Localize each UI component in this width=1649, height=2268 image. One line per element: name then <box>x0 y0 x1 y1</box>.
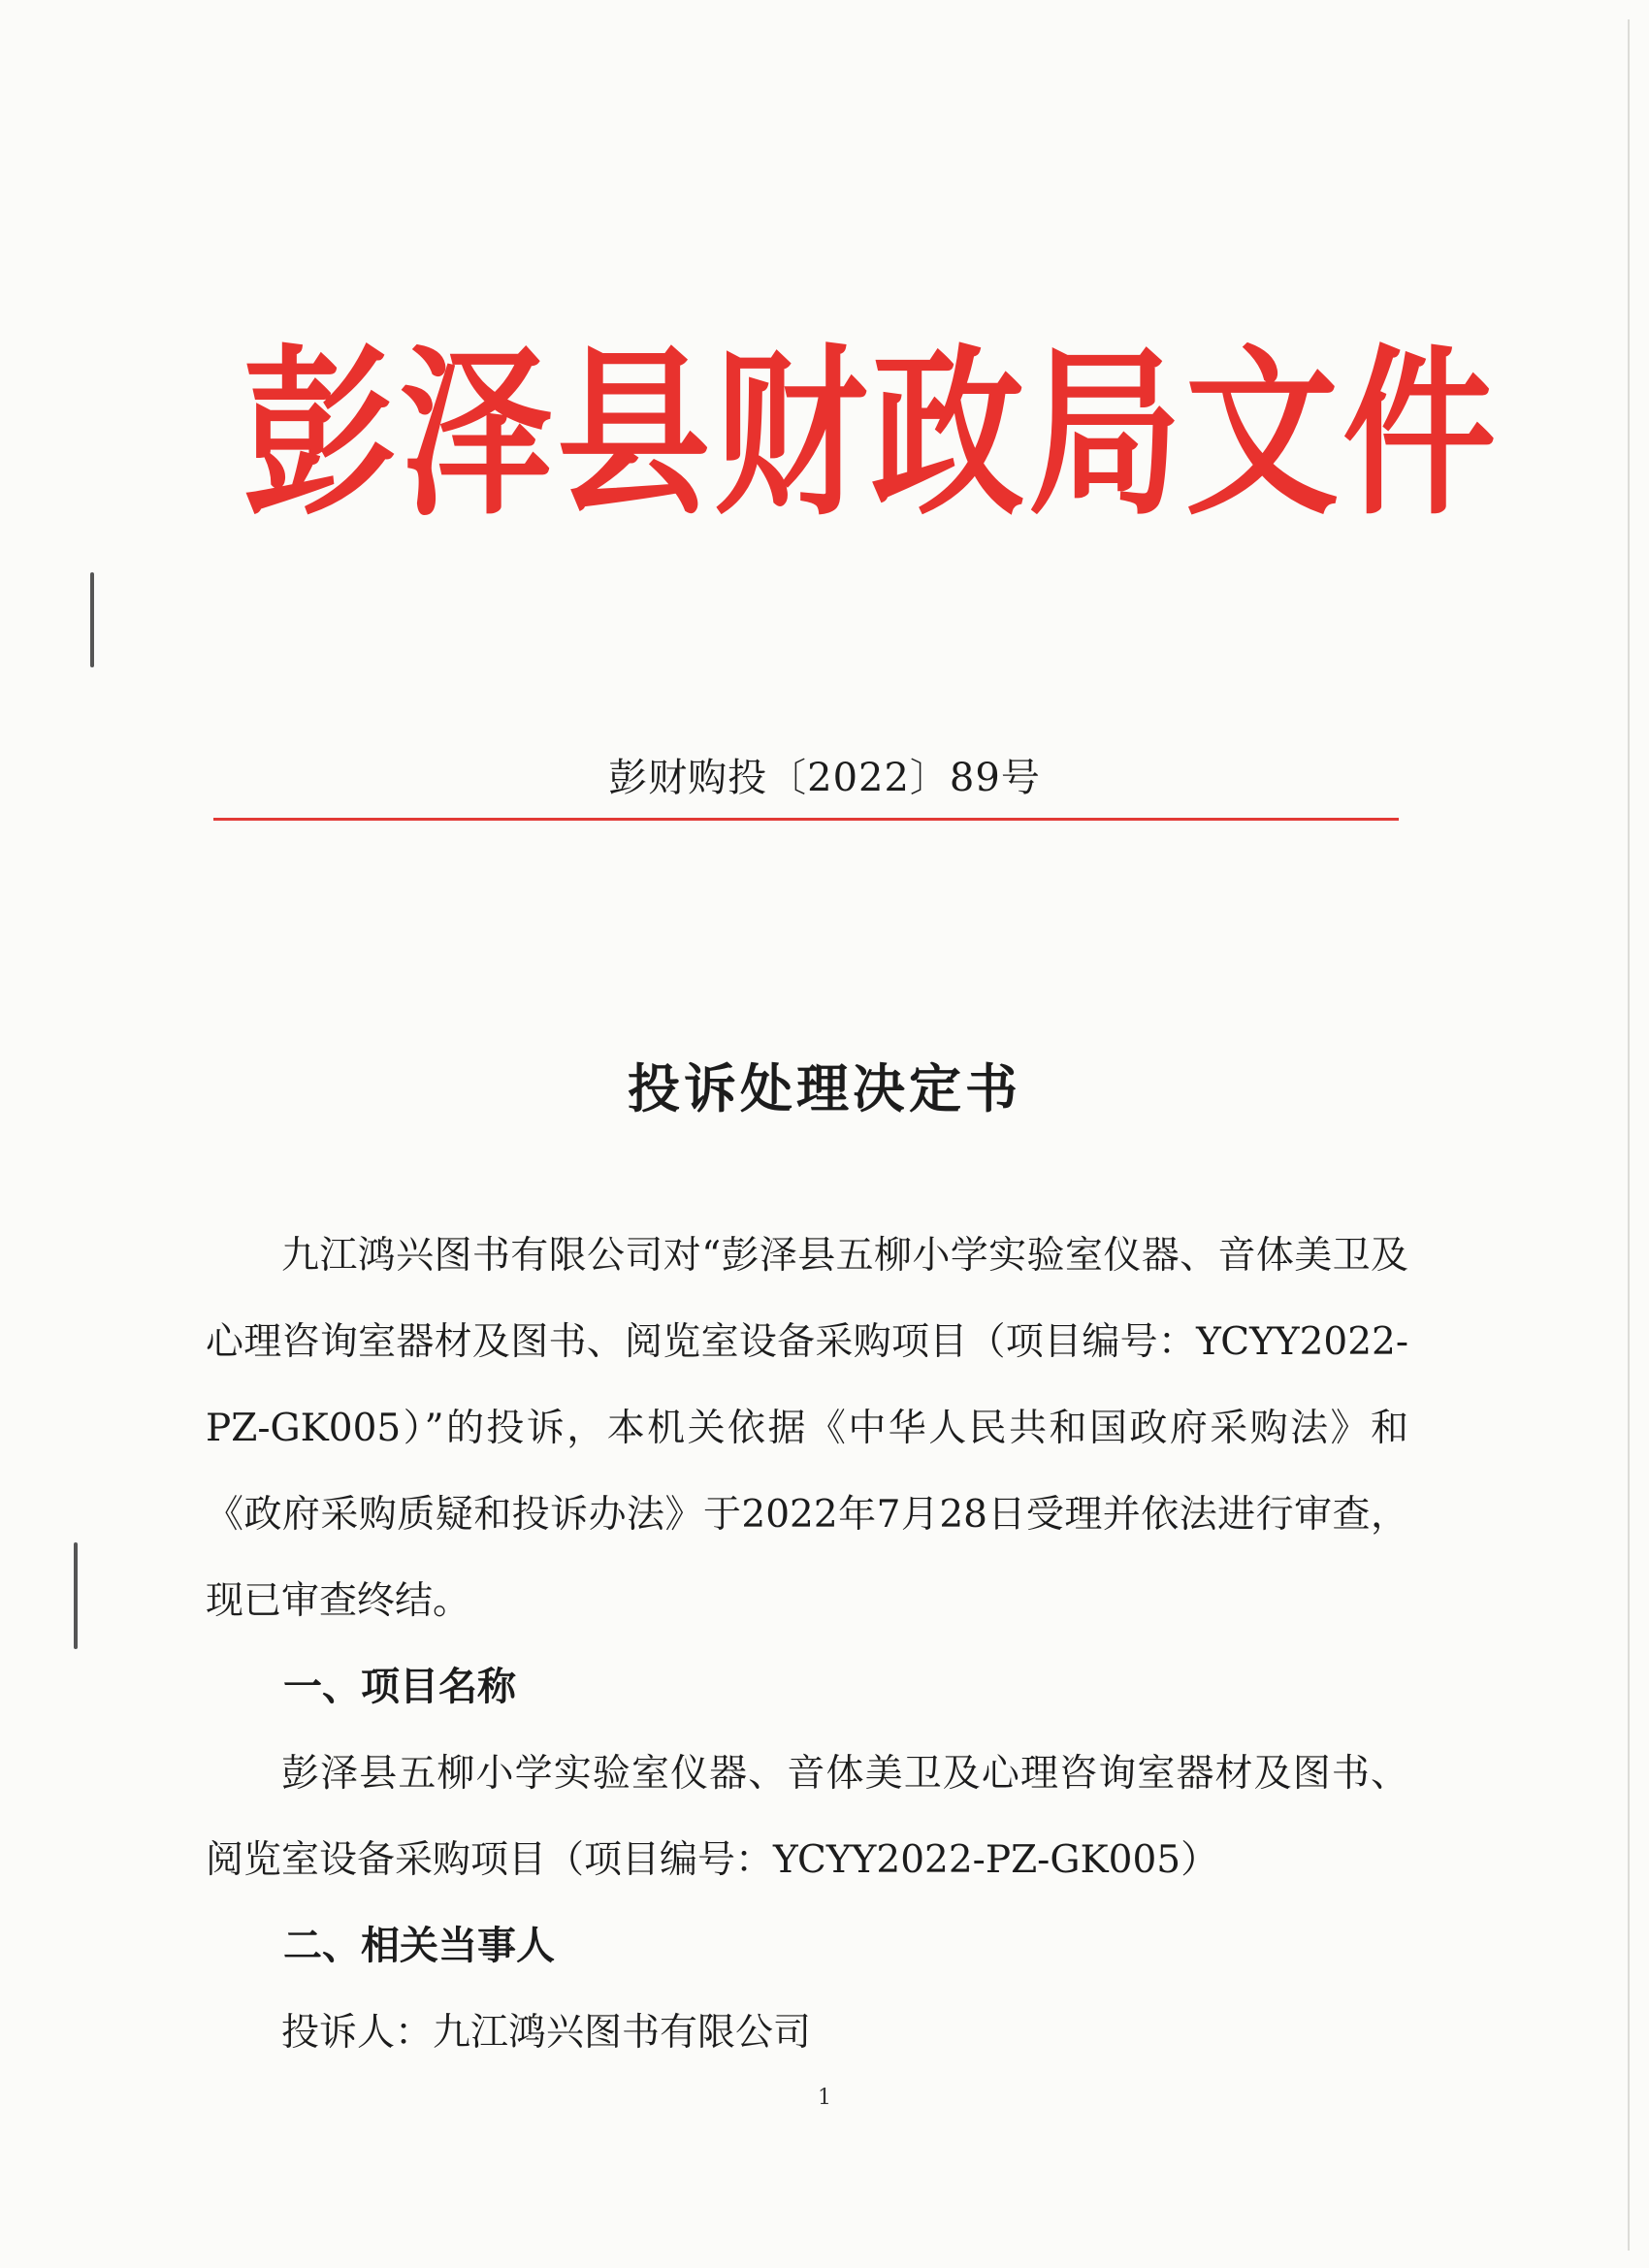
page-edge <box>1628 19 1630 2251</box>
issuing-authority-header: 彭泽县财政局文件 <box>242 329 1500 540</box>
document-number: 彭财购投〔2022〕89号 <box>608 756 1041 800</box>
project-name-paragraph: 彭泽县五柳小学实验室仪器、音体美卫及心理咨询室器材及图书、阅览室设备采购项目（项目编号：YCYY2022-PZ-GK005） <box>206 1752 1408 1882</box>
document-body <box>206 1213 1408 2076</box>
red-separator-line <box>213 818 1399 821</box>
section-heading-parties: 二、相关当事人 <box>283 1924 555 1968</box>
section-heading-project-name: 一、项目名称 <box>283 1665 516 1709</box>
complainant-line: 投诉人：九江鸿兴图书有限公司 <box>281 2011 812 2055</box>
binder-hole-mark-top <box>90 572 94 667</box>
page-number: 1 <box>818 2086 831 2110</box>
document-title: 投诉处理决定书 <box>628 1058 1021 1119</box>
intro-paragraph: 九江鸿兴图书有限公司对“彭泽县五柳小学实验室仪器、音体美卫及心理咨询室器材及图书、阅览室设备采购项目（项目编号：YCYY2022-PZ-GK005）”的投诉，本机关依据《中华人民共和国政府采购法》和《政府采购质疑和投诉办法》于2022年7月28日受理并依法进行审查，现已审查终结。 <box>206 1234 1408 1623</box>
binder-hole-mark-bottom <box>74 1542 78 1649</box>
